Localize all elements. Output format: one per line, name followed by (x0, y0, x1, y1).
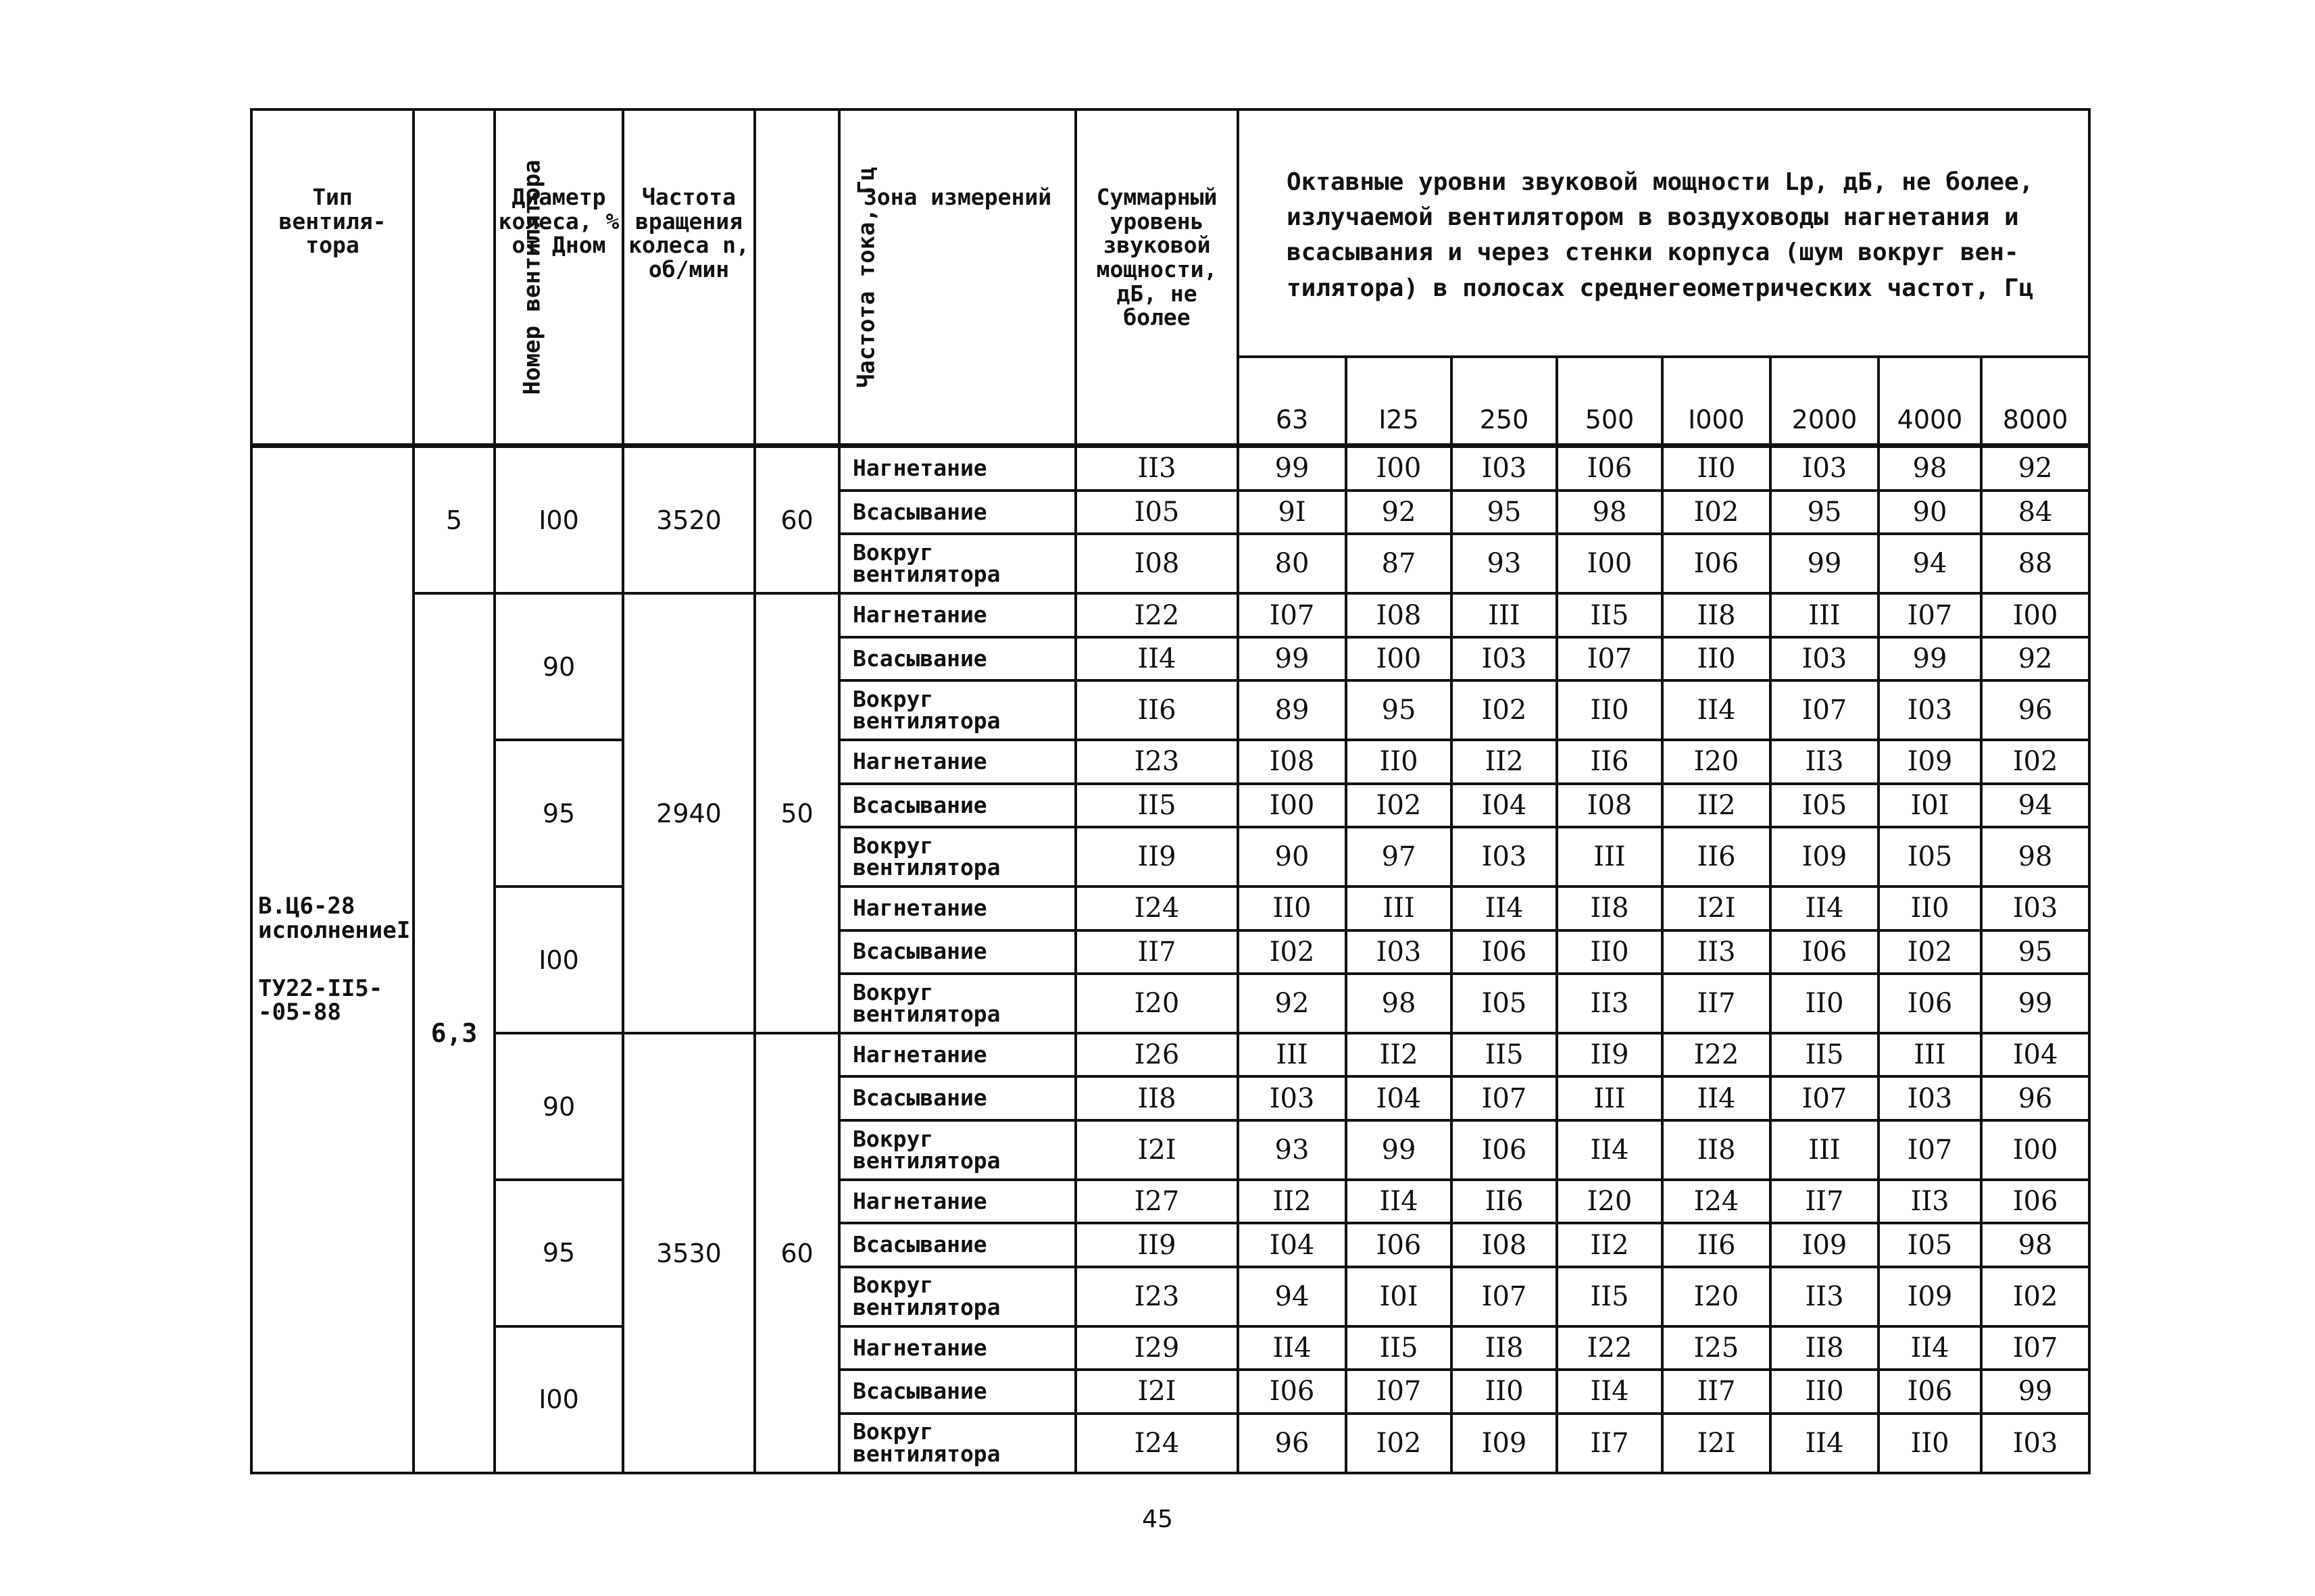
octave-value: II7 (1770, 1180, 1878, 1223)
octave-value: II5 (1770, 1033, 1878, 1076)
octave-value: 95 (1451, 491, 1557, 534)
octave-value: 95 (1346, 680, 1451, 740)
octave-value: 99 (1878, 637, 1981, 680)
octave-value: I02 (1346, 1414, 1451, 1473)
diameter-cell: I00 (495, 887, 623, 1033)
zone-cell: Вокруг вентилятора (839, 534, 1076, 593)
zone-cell: Вокруг вентилятора (839, 1267, 1076, 1326)
octave-value: II2 (1662, 784, 1770, 827)
octave-value: I22 (1557, 1326, 1662, 1370)
octave-value: I00 (1238, 784, 1346, 827)
octave-value: I03 (1238, 1076, 1346, 1120)
octave-value: III (1346, 887, 1451, 930)
octave-value: 94 (1878, 534, 1981, 593)
octave-value: I07 (1451, 1267, 1557, 1326)
octave-value: I07 (1238, 593, 1346, 637)
header-frequency: 8000 (1981, 357, 2089, 446)
octave-value: II2 (1238, 1180, 1346, 1223)
diameter-cell: 90 (495, 1033, 623, 1180)
octave-value: 99 (1238, 637, 1346, 680)
octave-value: II5 (1451, 1033, 1557, 1076)
octave-value: I06 (1238, 1370, 1346, 1413)
zone-cell: Всасывание (839, 637, 1076, 680)
octave-value: 98 (1981, 827, 2089, 887)
octave-value: I07 (1878, 593, 1981, 637)
header-current-frequency: Частота тока, Гц (755, 109, 839, 446)
octave-value: 93 (1451, 534, 1557, 593)
octave-value: II0 (1557, 680, 1662, 740)
noise-level-table (250, 108, 2091, 1474)
octave-value: 89 (1238, 680, 1346, 740)
octave-value: II8 (1662, 593, 1770, 637)
octave-value: I08 (1451, 1223, 1557, 1266)
fan-number-cell: 6,3 (414, 593, 495, 1473)
total-level-cell: I24 (1076, 887, 1238, 930)
fan-number-cell: 5 (414, 446, 495, 594)
octave-value: II4 (1557, 1120, 1662, 1180)
octave-value: II0 (1770, 974, 1878, 1033)
octave-value: 87 (1346, 534, 1451, 593)
header-frequency: 2000 (1770, 357, 1878, 446)
octave-value: I00 (1346, 446, 1451, 491)
diameter-cell: I00 (495, 446, 623, 594)
octave-value: III (1451, 593, 1557, 637)
octave-value: I02 (1238, 930, 1346, 974)
header-frequency: 250 (1451, 357, 1557, 446)
octave-value: 96 (1981, 1076, 2089, 1120)
octave-value: 98 (1557, 491, 1662, 534)
octave-value: I05 (1878, 827, 1981, 887)
total-level-cell: I22 (1076, 593, 1238, 637)
header-octave-levels: Октавные уровни звуковой мощности Lp, дБ, не более, излучаемой вентилятором в воздуховоды нагнетания и всасывания и через стенки корпуса (шум вокруг вен-тилятора) в полосах среднегеометрических частот, Гц (1238, 109, 2089, 357)
fan-type-name: В.Ц6-28 исполнениеI (258, 893, 411, 944)
header-zone: Зона измерений (839, 109, 1076, 446)
octave-value: II5 (1346, 1326, 1451, 1370)
zone-cell: Вокруг вентилятора (839, 1120, 1076, 1180)
total-level-cell: II9 (1076, 1223, 1238, 1266)
zone-cell: Всасывание (839, 930, 1076, 974)
octave-value: I04 (1981, 1033, 2089, 1076)
octave-value: III (1878, 1033, 1981, 1076)
octave-value: I00 (1346, 637, 1451, 680)
total-level-cell: I2I (1076, 1370, 1238, 1413)
octave-value: III (1238, 1033, 1346, 1076)
zone-cell: Вокруг вентилятора (839, 827, 1076, 887)
octave-value: I20 (1662, 740, 1770, 783)
octave-value: I05 (1878, 1223, 1981, 1266)
octave-value: I06 (1770, 930, 1878, 974)
octave-value: II3 (1770, 1267, 1878, 1326)
total-level-cell: II8 (1076, 1076, 1238, 1120)
total-level-cell: I05 (1076, 491, 1238, 534)
octave-value: I25 (1662, 1326, 1770, 1370)
table-row (251, 1033, 2089, 1076)
octave-value: I09 (1770, 827, 1878, 887)
octave-value: II8 (1770, 1326, 1878, 1370)
total-level-cell: II4 (1076, 637, 1238, 680)
octave-value: II3 (1662, 930, 1770, 974)
octave-value: II6 (1557, 740, 1662, 783)
octave-value: 92 (1346, 491, 1451, 534)
octave-value: I20 (1662, 1267, 1770, 1326)
octave-value: II0 (1238, 887, 1346, 930)
octave-value: I08 (1557, 784, 1662, 827)
octave-value: II9 (1557, 1033, 1662, 1076)
octave-value: II8 (1557, 887, 1662, 930)
octave-value: I20 (1557, 1180, 1662, 1223)
octave-value: I00 (1981, 1120, 2089, 1180)
total-level-cell: II6 (1076, 680, 1238, 740)
octave-value: 90 (1878, 491, 1981, 534)
total-level-cell: I23 (1076, 740, 1238, 783)
octave-value: I02 (1878, 930, 1981, 974)
octave-value: I02 (1662, 491, 1770, 534)
header-total-level: Суммарный уровень звуковой мощности, дБ, не более (1076, 109, 1238, 446)
zone-cell: Нагнетание (839, 1180, 1076, 1223)
octave-value: 98 (1878, 446, 1981, 491)
octave-value: I03 (1981, 887, 2089, 930)
octave-value: II5 (1557, 593, 1662, 637)
octave-value: I05 (1451, 974, 1557, 1033)
octave-value: II8 (1451, 1326, 1557, 1370)
zone-cell: Нагнетание (839, 593, 1076, 637)
octave-value: I02 (1981, 1267, 2089, 1326)
octave-value: 98 (1981, 1223, 2089, 1266)
table-body (251, 446, 2089, 1474)
octave-value: I06 (1662, 534, 1770, 593)
octave-value: I06 (1981, 1180, 2089, 1223)
zone-cell: Нагнетание (839, 1033, 1076, 1076)
total-level-cell: II5 (1076, 784, 1238, 827)
octave-value: I07 (1451, 1076, 1557, 1120)
table-row (251, 593, 2089, 637)
diameter-cell: 95 (495, 1180, 623, 1326)
octave-value: II4 (1662, 680, 1770, 740)
octave-value: II4 (1662, 1076, 1770, 1120)
total-level-cell: II3 (1076, 446, 1238, 491)
octave-value: I03 (1770, 637, 1878, 680)
header-row-main (251, 109, 2089, 357)
header-frequency: 4000 (1878, 357, 1981, 446)
octave-value: III (1770, 1120, 1878, 1180)
octave-value: I24 (1662, 1180, 1770, 1223)
octave-value: 99 (1346, 1120, 1451, 1180)
fan-type-cell (251, 446, 414, 1474)
diameter-cell: I00 (495, 1326, 623, 1473)
octave-value: II0 (1770, 1370, 1878, 1413)
octave-value: I08 (1238, 740, 1346, 783)
octave-value: I03 (1878, 680, 1981, 740)
total-level-cell: I24 (1076, 1414, 1238, 1473)
octave-value: II6 (1662, 827, 1770, 887)
octave-value: II3 (1770, 740, 1878, 783)
octave-value: I07 (1346, 1370, 1451, 1413)
fan-type-spec: ТУ22-II5--05-88 (258, 974, 383, 1026)
zone-cell: Всасывание (839, 491, 1076, 534)
octave-value: I03 (1451, 637, 1557, 680)
header-diameter: Диаметр колеса, % от Дном (495, 109, 623, 446)
octave-value: 80 (1238, 534, 1346, 593)
header-fan-number: Номер вентилятора (414, 109, 495, 446)
octave-value: I02 (1981, 740, 2089, 783)
octave-value: III (1770, 593, 1878, 637)
octave-value: I08 (1346, 593, 1451, 637)
page-number: 45 (1142, 1505, 1173, 1533)
octave-value: II6 (1662, 1223, 1770, 1266)
octave-value: 9I (1238, 491, 1346, 534)
octave-value: II4 (1451, 887, 1557, 930)
header-frequency: I25 (1346, 357, 1451, 446)
octave-value: III (1557, 827, 1662, 887)
octave-value: 96 (1238, 1414, 1346, 1473)
octave-value: I07 (1981, 1326, 2089, 1370)
octave-value: I09 (1770, 1223, 1878, 1266)
octave-value: I06 (1878, 974, 1981, 1033)
octave-value: 97 (1346, 827, 1451, 887)
octave-value: II5 (1557, 1267, 1662, 1326)
octave-value: 98 (1346, 974, 1451, 1033)
octave-value: II0 (1346, 740, 1451, 783)
octave-value: II0 (1662, 446, 1770, 491)
zone-cell: Нагнетание (839, 887, 1076, 930)
rotation-cell: 2940 (623, 593, 755, 1033)
total-level-cell: II7 (1076, 930, 1238, 974)
octave-value: I07 (1770, 1076, 1878, 1120)
current-frequency-cell: 50 (755, 593, 839, 1033)
octave-value: I03 (1451, 827, 1557, 887)
octave-value: II0 (1557, 930, 1662, 974)
total-level-cell: I08 (1076, 534, 1238, 593)
rotation-cell: 3520 (623, 446, 755, 594)
octave-value: 99 (1770, 534, 1878, 593)
octave-value: I03 (1878, 1076, 1981, 1120)
zone-cell: Всасывание (839, 1223, 1076, 1266)
header-frequency: 63 (1238, 357, 1346, 446)
octave-value: 94 (1981, 784, 2089, 827)
octave-value: I09 (1451, 1414, 1557, 1473)
octave-value: I04 (1346, 1076, 1451, 1120)
octave-value: I06 (1557, 446, 1662, 491)
octave-value: II0 (1878, 1414, 1981, 1473)
octave-value: I07 (1770, 680, 1878, 740)
total-level-cell: I23 (1076, 1267, 1238, 1326)
octave-value: I00 (1557, 534, 1662, 593)
octave-value: 99 (1981, 974, 2089, 1033)
octave-value: I06 (1451, 930, 1557, 974)
zone-cell: Всасывание (839, 1370, 1076, 1413)
zone-cell: Нагнетание (839, 1326, 1076, 1370)
octave-value: 95 (1981, 930, 2089, 974)
current-frequency-cell: 60 (755, 446, 839, 594)
octave-value: 92 (1981, 637, 2089, 680)
zone-cell: Нагнетание (839, 740, 1076, 783)
octave-value: I04 (1238, 1223, 1346, 1266)
octave-value: II0 (1878, 887, 1981, 930)
octave-value: II7 (1662, 974, 1770, 1033)
octave-value: I09 (1878, 1267, 1981, 1326)
octave-value: II4 (1557, 1370, 1662, 1413)
table-row (251, 446, 2089, 491)
zone-cell: Нагнетание (839, 446, 1076, 491)
octave-value: II6 (1451, 1180, 1557, 1223)
header-frequency: 500 (1557, 357, 1662, 446)
total-level-cell: I2I (1076, 1120, 1238, 1180)
total-level-cell: I26 (1076, 1033, 1238, 1076)
octave-value: I02 (1451, 680, 1557, 740)
octave-value: II4 (1238, 1326, 1346, 1370)
octave-value: 88 (1981, 534, 2089, 593)
octave-value: I2I (1662, 1414, 1770, 1473)
octave-value: I04 (1451, 784, 1557, 827)
zone-cell: Вокруг вентилятора (839, 974, 1076, 1033)
octave-value: 95 (1770, 491, 1878, 534)
header-frequency: I000 (1662, 357, 1770, 446)
octave-value: I06 (1451, 1120, 1557, 1180)
octave-value: 92 (1981, 446, 2089, 491)
octave-value: II0 (1662, 637, 1770, 680)
table-row (251, 887, 2089, 930)
octave-value: I03 (1346, 930, 1451, 974)
zone-cell: Вокруг вентилятора (839, 1414, 1076, 1473)
octave-value: II0 (1451, 1370, 1557, 1413)
octave-value: 99 (1238, 446, 1346, 491)
table-row (251, 1326, 2089, 1370)
octave-value: II7 (1662, 1370, 1770, 1413)
octave-value: 96 (1981, 680, 2089, 740)
octave-value: II3 (1557, 974, 1662, 1033)
octave-value: II2 (1451, 740, 1557, 783)
octave-value: I0I (1878, 784, 1981, 827)
octave-value: I07 (1878, 1120, 1981, 1180)
octave-value: I06 (1878, 1370, 1981, 1413)
total-level-cell: II9 (1076, 827, 1238, 887)
octave-value: II7 (1557, 1414, 1662, 1473)
total-level-cell: I29 (1076, 1326, 1238, 1370)
octave-value: II4 (1346, 1180, 1451, 1223)
zone-cell: Всасывание (839, 784, 1076, 827)
octave-value: 90 (1238, 827, 1346, 887)
zone-cell: Всасывание (839, 1076, 1076, 1120)
octave-value: I2I (1662, 887, 1770, 930)
octave-value: I06 (1346, 1223, 1451, 1266)
diameter-cell: 90 (495, 593, 623, 740)
zone-cell: Вокруг вентилятора (839, 680, 1076, 740)
octave-value: 94 (1238, 1267, 1346, 1326)
octave-value: II4 (1770, 887, 1878, 930)
octave-value: I00 (1981, 593, 2089, 637)
table-header (251, 109, 2089, 446)
octave-value: II2 (1557, 1223, 1662, 1266)
rotation-cell: 3530 (623, 1033, 755, 1473)
total-level-cell: I20 (1076, 974, 1238, 1033)
header-fan-type: Тип вентиля-тора (251, 109, 414, 446)
octave-value: II8 (1662, 1120, 1770, 1180)
octave-value: II3 (1878, 1180, 1981, 1223)
octave-value: I07 (1557, 637, 1662, 680)
octave-value: I22 (1662, 1033, 1770, 1076)
octave-value: I09 (1878, 740, 1981, 783)
header-rotation: Частота вращения колеса n, об/мин (623, 109, 755, 446)
octave-value: 92 (1238, 974, 1346, 1033)
octave-value: 99 (1981, 1370, 2089, 1413)
table-row (251, 740, 2089, 783)
octave-value: III (1557, 1076, 1662, 1120)
total-level-cell: I27 (1076, 1180, 1238, 1223)
octave-value: II4 (1770, 1414, 1878, 1473)
octave-value: 84 (1981, 491, 2089, 534)
octave-value: II4 (1878, 1326, 1981, 1370)
diameter-cell: 95 (495, 740, 623, 887)
octave-value: I03 (1451, 446, 1557, 491)
octave-value: I03 (1981, 1414, 2089, 1473)
octave-value: I0I (1346, 1267, 1451, 1326)
octave-value: I05 (1770, 784, 1878, 827)
octave-value: II2 (1346, 1033, 1451, 1076)
octave-value: I02 (1346, 784, 1451, 827)
table-row (251, 1180, 2089, 1223)
current-frequency-cell: 60 (755, 1033, 839, 1473)
octave-value: 93 (1238, 1120, 1346, 1180)
octave-value: I03 (1770, 446, 1878, 491)
